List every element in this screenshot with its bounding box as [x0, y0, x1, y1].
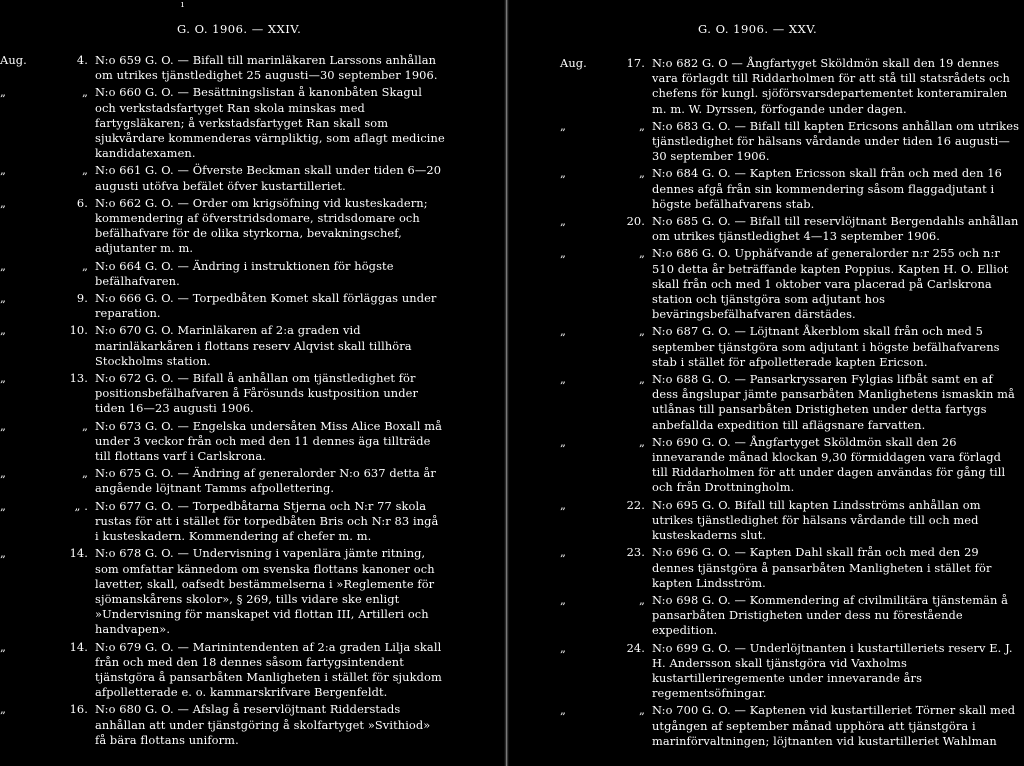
entry-day: 4.: [76, 53, 88, 67]
entry-month: „: [0, 418, 7, 433]
entry-month: „: [560, 545, 567, 560]
order-entry: [0, 85, 445, 161]
entry-text: N:o 682 G. O — Ångfartyget Sköldmön skall den 19 dennes vara förlagdt till Riddarholmen för att stå till statsrådets och chefens för kungl. sjöförsvarsdepartementet konteramiralen m. m. W. Dyrssen, förfogande under dagen.: [652, 56, 1010, 116]
order-entry: [560, 641, 1020, 702]
entry-day: „: [638, 118, 645, 133]
entry-text: N:o 700 G. O. — Kaptenen vid kustartilleriet Törner skall med utgången af september månad upphöra att tjänstgöra i marinförvaltningen; löjtnanten vid kustartilleriet Wahlman: [652, 703, 1016, 748]
entry-day: „ .: [74, 498, 88, 513]
entry-text: N:o 684 G. O. — Kapten Ericsson skall från och med den 16 dennes afgå från sin kommendering såsom flaggadjutant i högste befälhafvarens stab.: [652, 166, 1002, 211]
entry-text: N:o 677 G. O. — Torpedbåtarna Stjerna och N:r 77 skola rustas för att i stället för torpedbåten Bris och N:r 83 ingå i kusteskadern. Kommendering af chefer m. m.: [95, 498, 439, 544]
order-entry: [560, 214, 1020, 244]
entry-text: N:o 670 G. O. Marinläkaren af 2:a graden vid marinläkarkåren i flottans reserv Alqvist skall tillhöra Stockholms station.: [95, 323, 412, 368]
entry-month: „: [560, 214, 567, 229]
entry-month: „: [0, 702, 7, 717]
order-entry: [560, 166, 1020, 212]
entry-month: „: [0, 85, 7, 100]
entry-month: „: [560, 434, 567, 449]
entry-text: N:o 680 G. O. — Afslag å reservlöjtnant Ridderstads anhållan att under tjänstgöring å skolfartyget »Svithiod» få bära flottans uniform.: [95, 702, 431, 747]
entry-text: N:o 690 G. O. — Ångfartyget Sköldmön skall den 26 innevarande månad klockan 9,30 förmiddagen vara förlagd till Riddarholmen för att under dagen användas för gång till och från Drottningholm.: [652, 434, 1006, 495]
entry-month: „: [560, 703, 567, 718]
entry-month: „: [560, 324, 567, 339]
entry-day: „: [638, 166, 645, 181]
order-entry: [560, 56, 1020, 117]
entry-month: Aug.: [0, 53, 27, 67]
entry-day: „: [638, 372, 645, 387]
entry-day: „: [81, 466, 88, 481]
order-entry: [560, 435, 1020, 496]
entry-day: 24.: [626, 640, 645, 655]
entry-text: N:o 698 G. O. — Kommendering af civilmilitära tjänstemän å pansarbåten Dristigheten under dess nu förestående expedition.: [652, 592, 1009, 638]
entry-day: „: [81, 85, 88, 100]
left-running-header: G. O. 1906. — XXIV.: [177, 22, 302, 36]
entry-text: N:o 672 G. O. — Bifall å anhållan om tjänstledighet för positionsbefälhafvaren å Fårösunds kustposition under tiden 16—23 augusti 1906.: [95, 371, 418, 416]
entry-text: N:o 675 G. O. — Ändring af generalorder N:o 637 detta år angående löjtnant Tamms afpollettering.: [95, 466, 436, 496]
order-entry: [560, 372, 1020, 433]
order-entry: [0, 546, 445, 637]
entry-month: „: [0, 371, 7, 386]
order-entry: [560, 246, 1020, 322]
right-page: [515, 0, 1024, 766]
page-mark: ı: [181, 0, 184, 10]
entry-day: 17.: [626, 56, 645, 70]
entry-text: N:o 683 G. O. — Bifall till kapten Ericsons anhållan om utrikes tjänstledighet för hälsans vårdande under tiden 16 augusti—30 september 1906.: [652, 118, 1020, 164]
order-entry: [0, 640, 445, 701]
order-entry: [0, 702, 445, 748]
entry-month: „: [560, 497, 567, 512]
entry-text: N:o 679 G. O. — Marinintendenten af 2:a graden Lilja skall från och med den 18 dennes såsom fartygsintendent tjänstgöra å pansarbåten Manligheten i stället för sjukdom afpolletterade e. o. kammarskrifvare Bergenfeldt.: [95, 639, 442, 700]
entry-month: „: [0, 639, 7, 654]
entry-day: 14.: [69, 546, 88, 561]
entry-text: N:o 687 G. O. — Löjtnant Åkerblom skall från och med 5 september tjänstgöra som adjutant i högste befälhafvarens stab i stället för afpolletterade kapten Ericson.: [652, 324, 1000, 369]
entry-day: „: [81, 258, 88, 273]
entry-text: N:o 699 G. O. — Underlöjtnanten i kustartilleriets reserv E. J. H. Andersson skall tjänstgöra vid Vaxholms kustartilleriregemente under innevarande års regementsöfningar.: [652, 640, 1013, 701]
entry-month: „: [0, 258, 7, 273]
entry-day: 20.: [626, 214, 645, 229]
gutter-fold: [504, 0, 509, 766]
entry-month: „: [0, 323, 7, 338]
entry-month: „: [0, 546, 7, 561]
entry-text: N:o 696 G. O. — Kapten Dahl skall från och med den 29 dennes tjänstgöra å pansarbåten Manligheten i stället för kapten Lindsström.: [652, 545, 992, 590]
entry-month: „: [560, 592, 567, 607]
entry-text: N:o 695 G. O. Bifall till kapten Lindsströms anhållan om utrikes tjänstledighet för hälsans vårdande till och med kusteskaderns slut.: [652, 497, 981, 543]
entry-text: N:o 686 G. O. Upphäfvande af generalorder n:r 255 och n:r 510 detta år beträffande kapten Poppius. Kapten H. O. Elliot skall från och med 1 oktober vara placerad på Carlskrona station och tjänstgöra som adjutant hos beväringsbefälhafvaren därstädes.: [652, 246, 1009, 322]
entry-day: 14.: [69, 639, 88, 654]
order-entry: [560, 593, 1020, 639]
entry-text: N:o 660 G. O. — Besättningslistan å kanonbåten Skagul och verkstadsfartyget Ran skola minskas med fartygsläkaren; å verkstadsfartyget Ran skall som sjukvårdare kommenderas värnpliktig, som aflagt medicine kandidatexamen.: [95, 85, 445, 161]
entry-text: N:o 685 G. O. — Bifall till reservlöjtnant Bergendahls anhållan om utrikes tjänstledighet 4—13 september 1906.: [652, 214, 1019, 244]
entry-text: N:o 664 G. O. — Ändring i instruktionen för högste befälhafvaren.: [95, 258, 394, 288]
left-entry-list: [0, 53, 445, 748]
entry-text: N:o 661 G. O. — Öfverste Beckman skall under tiden 6—20 augusti utöfva befälet öfver kustartilleriet.: [95, 163, 442, 193]
order-entry: [0, 371, 445, 417]
entry-day: 16.: [69, 702, 88, 717]
entry-month: „: [0, 498, 7, 513]
entry-day: 10.: [69, 323, 88, 338]
order-entry: [560, 545, 1020, 591]
order-entry: [0, 419, 445, 465]
right-entry-list: [560, 56, 1020, 749]
order-entry: [560, 703, 1020, 749]
entry-text: N:o 662 G. O. — Order om krigsöfning vid kusteskadern; kommendering af öfverstridsdomare, stridsdomare och befälhafvare för de olika styrkorna, bevakningschef, adjutanter m. m.: [95, 195, 428, 256]
order-entry: [560, 119, 1020, 165]
entry-month: „: [560, 246, 567, 261]
order-entry: [0, 499, 445, 545]
order-entry: [0, 466, 445, 496]
entry-day: 13.: [69, 371, 88, 386]
order-entry: [0, 323, 445, 369]
entry-text: N:o 678 G. O. — Undervisning i vapenlära jämte ritning, som omfattar kännedom om svenska flottans kanoner och lavetter, skall, oafsedt bestämmelserna i »Reglemente för sjömanskårens skolor», § 269, tills vidare ske enligt »Undervisning för manskapet vid flottan III, Artilleri och handvapen».: [95, 546, 435, 637]
entry-month: Aug.: [560, 56, 587, 70]
entry-month: „: [560, 118, 567, 133]
left-page: [0, 0, 505, 766]
entry-text: N:o 666 G. O. — Torpedbåten Komet skall förläggas under reparation.: [95, 291, 437, 321]
entry-day: „: [81, 163, 88, 178]
entry-month: „: [0, 291, 7, 306]
entry-day: „: [638, 703, 645, 718]
entry-text: N:o 688 G. O. — Pansarkryssaren Fylgias lifbåt samt en af dess ångslupar jämte pansarbåten Manlighetens ismaskin må utlånas till pansarbåten Dristigheten under detta fartygs anbefallda expedition till aflägsnare farvatten.: [652, 372, 1015, 432]
entry-day: 23.: [626, 545, 645, 560]
entry-month: „: [0, 466, 7, 481]
entry-day: 9.: [76, 291, 88, 306]
order-entry: [0, 163, 445, 193]
entry-text: N:o 673 G. O. — Engelska undersåten Miss Alice Boxall må under 3 veckor från och med den 11 dennes äga tillträde till flottans varf i Carlskrona.: [95, 418, 443, 464]
entry-month: „: [0, 163, 7, 178]
entry-day: „: [638, 434, 645, 449]
order-entry: [0, 259, 445, 289]
entry-month: „: [560, 372, 567, 387]
entry-day: 22.: [626, 497, 645, 512]
entry-day: „: [638, 592, 645, 607]
right-running-header: G. O. 1906. — XXV.: [698, 22, 818, 36]
order-entry: [0, 291, 445, 321]
entry-month: „: [0, 195, 7, 210]
order-entry: [0, 53, 445, 83]
entry-text: N:o 659 G. O. — Bifall till marinläkaren Larssons anhållan om utrikes tjänstledighet 25 augusti—30 september 1906.: [95, 53, 438, 83]
order-entry: [0, 196, 445, 257]
order-entry: [560, 324, 1020, 370]
entry-month: „: [560, 640, 567, 655]
entry-day: „: [81, 418, 88, 433]
entry-day: 6.: [76, 195, 88, 210]
entry-day: „: [638, 324, 645, 339]
entry-month: „: [560, 166, 567, 181]
order-entry: [560, 498, 1020, 544]
entry-day: „: [638, 246, 645, 261]
